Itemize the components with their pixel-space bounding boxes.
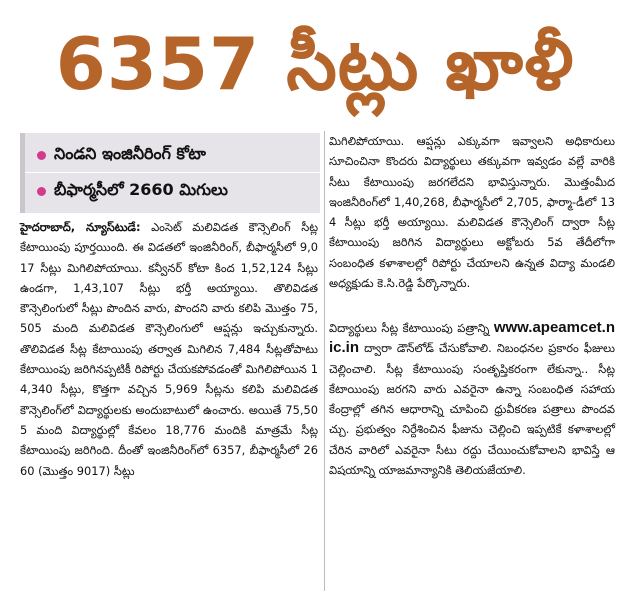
subhead-box xyxy=(20,133,320,213)
subhead-1 xyxy=(37,137,206,173)
subhead-1-text: నిండని ఇంజినీరింగ్ కోటా xyxy=(54,143,206,163)
article-text-after-url: ద్వారా డౌన్‌లోడ్ చేసుకోవాలి. నిబంధనల ప్రకారం ఫీజులు చెల్లించాలి. సీట్ల కేటాయింపు సంతృప్తికరంగా లేకున్నా.. సీట్ల కేటాయింపు జరగని వారు ఎవరైనా ఉన్నా సంబంధిత సహాయ కేంద్రాల్లో తగిన ఆధారాన్ని చూపించి ధ్రువీకరణ పత్రాలు పొందవచ్చు. ప్రభుత్వం నిర్దేశించిన ఫీజును చెల్లించి ఇప్పటికే కళాశాలల్లో చేరిన వారిలో ఎవరైనా సీటు రద్దు చేయించుకోవాలని భావిస్తే ఆ విషయాన్ని యాజమాన్యానికి తెలియజేయాలి. xyxy=(329,341,615,478)
bullet-icon xyxy=(37,187,46,196)
article-text-right-top: మిగిలిపోయాయి. ఆప్షన్లు ఎక్కువగా ఇవ్వాలని అధికారులు సూచించినా కొందరు విద్యార్థులు తక్కువగా ఇవ్వడం వల్లే వారికి సీటు కేటాయింపు జరగలేదని భావిస్తున్నారు. మొత్తంమీద ఇంజినీరింగ్‌లో 1,40,268, బీఫార్మసీలో 2,705, ఫార్మా-డీలో 134 సీట్లు భర్తీ అయ్యాయి. మలివిడత కౌన్సెలింగ్ ద్వారా సీట్ల కేటాయింపు జరిగిన విద్యార్థులు అక్టోబరు 5వ తేదీలోగా సంబంధిత కళాశాలల్లో రిపోర్టు చేయాలని ఉన్నత విద్యా మండలి అధ్యక్షుడు కె.సి.రెడ్డి పేర్కొన్నారు. xyxy=(329,134,615,291)
subhead-2 xyxy=(37,173,228,209)
article-column-right-top xyxy=(329,131,615,293)
dateline: హైదరాబాద్, న్యూస్‌టుడే: xyxy=(20,220,141,234)
subhead-2-text: బీఫార్మసీలో 2660 మిగులు xyxy=(54,179,228,199)
bullet-icon xyxy=(37,151,46,160)
headline: 6357 సీట్లు ఖాళీ xyxy=(55,22,575,106)
article-text-left: ఎంసెట్ మలివిడత కౌన్సెలింగ్ సీట్ల కేటాయింపు పూర్తయింది. ఈ విడతలో ఇంజినీరింగ్, బీఫార్మసీలో 9,017 సీట్లు మిగిలిపోయాయి. కన్వీనర్ కోటా కింద 1,52,124 సీట్లు ఉండగా, 1,43,107 సీట్లు భర్తీ అయ్యాయి. తొలివిడత కౌన్సెలింగులో సీట్లు పొందిన వారు, పొందని వారు కలిపి మొత్తం 75,505 మంది మలివిడత కౌన్సెలింగులో ఆప్షన్లు ఇచ్చుకున్నారు. తొలివిడత సీట్ల కేటాయింపు తర్వాత మిగిలిన 7,484 సీట్లతోపాటు కేటాయింపు జరిగినప్పటికీ రిపోర్టు చేయకపోవడంతో మిగిలిపోయిన 14,340 సీట్లు, కొత్తగా వచ్చిన 5,969 సీట్లను కలిపి మలివిడత కౌన్సెలింగ్‌లో విద్యార్థులకు అందుబాటులో ఉంచారు. అయితే 75,505 మంది విద్యార్థుల్లో కేవలం 18,776 మందికి మాత్రమే సీట్ల కేటాయింపు జరిగింది. దీంతో ఇంజినీరింగ్‌లో 6357, బీఫార్మసీలో 2660 (మొత్తం 9017) సీట్లు xyxy=(20,220,318,478)
article-paragraph-1 xyxy=(20,217,318,481)
article-column-left xyxy=(20,217,318,481)
article-paragraph-2 xyxy=(329,318,615,480)
headline-area xyxy=(0,0,630,128)
column-divider xyxy=(324,131,325,591)
article-column-right-bottom xyxy=(329,318,615,480)
article-text-before-url: విద్యార్థులు సీట్ల కేటాయింపు పత్రాన్ని xyxy=(329,321,490,335)
website-link[interactable]: www.apeamcet.nic.in xyxy=(329,319,615,357)
